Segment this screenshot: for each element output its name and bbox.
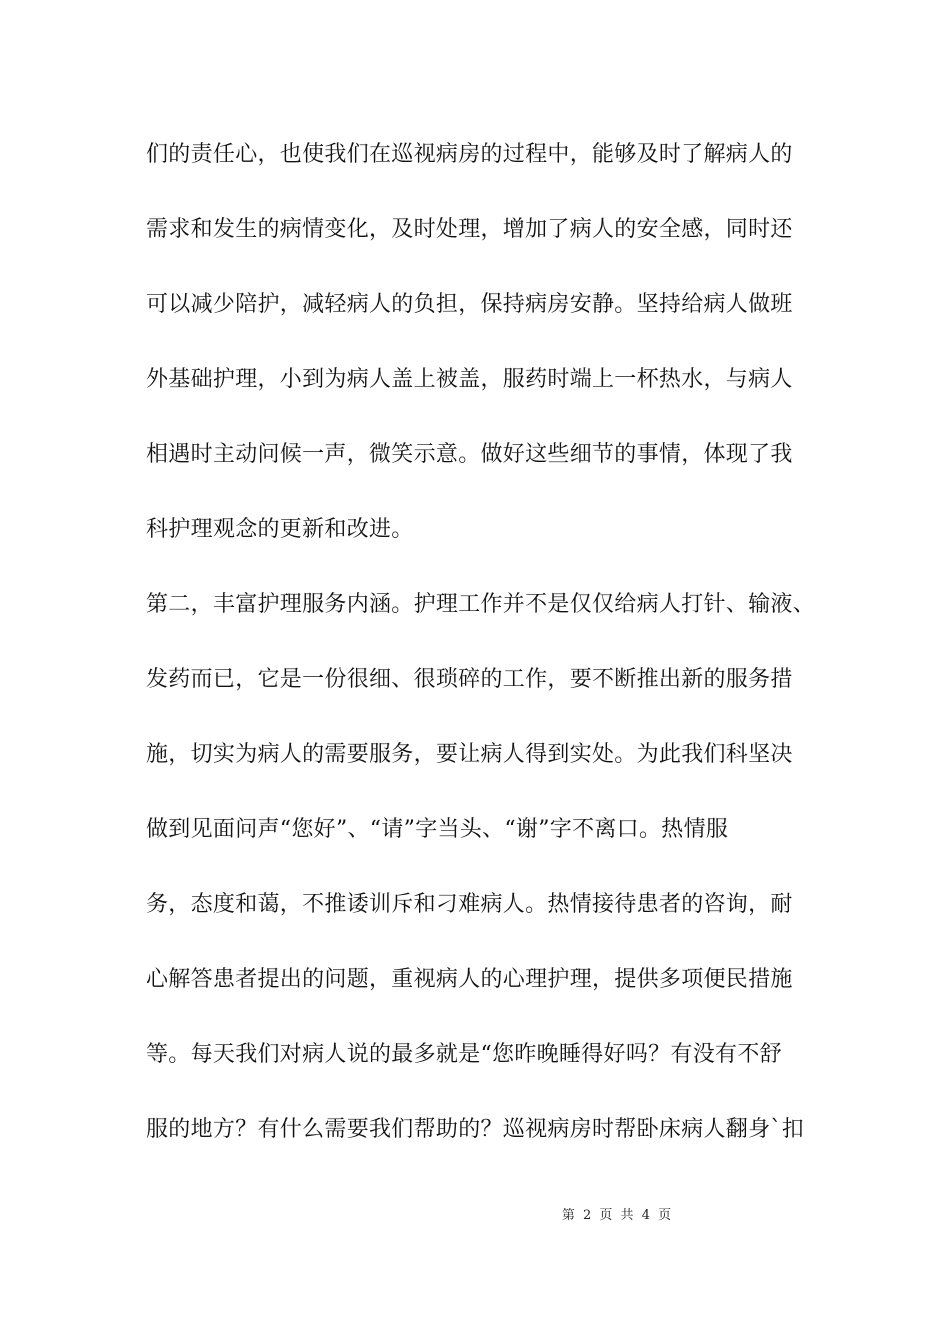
paragraph-line: 们的责任心，也使我们在巡视病房的过程中，能够及时了解病人的 [146, 142, 793, 167]
paragraph-line: 务，态度和蔼，不推诿训斥和刁难病人。热情接待患者的咨询，耐 [146, 892, 793, 917]
page-number-footer: 第 2 页 共 4 页 [561, 1208, 674, 1223]
paragraph-line: 第二，丰富护理服务内涵。护理工作并不是仅仅给病人打针、输液、 [146, 592, 816, 617]
paragraph-line: 外基础护理，小到为病人盖上被盖，服药时端上一杯热水，与病人 [146, 367, 793, 392]
paragraph-line: 施，切实为病人的需要服务，要让病人得到实处。为此我们科坚决 [146, 742, 793, 767]
paragraph-line: 可以减少陪护，减轻病人的负担，保持病房安静。坚持给病人做班 [146, 292, 793, 317]
paragraph-line: 相遇时主动问候一声，微笑示意。做好这些细节的事情，体现了我 [146, 442, 793, 467]
paragraph-line: 需求和发生的病情变化，及时处理，增加了病人的安全感，同时还 [146, 217, 793, 242]
paragraph-line: 等。每天我们对病人说的最多就是“您昨晚睡得好吗？有没有不舒 [146, 1042, 782, 1067]
paragraph-line: 服的地方？有什么需要我们帮助的？巡视病房时帮卧床病人翻身`扣 [146, 1117, 805, 1142]
paragraph-line: 做到见面问声“您好”、“请”字当头、“谢”字不离口。热情服 [146, 817, 729, 842]
paragraph-line: 科护理观念的更新和改进。 [146, 517, 414, 542]
paragraph-line: 发药而已，它是一份很细、很琐碎的工作，要不断推出新的服务措 [146, 667, 793, 692]
paragraph-line: 心解答患者提出的问题，重视病人的心理护理，提供多项便民措施 [146, 967, 793, 992]
